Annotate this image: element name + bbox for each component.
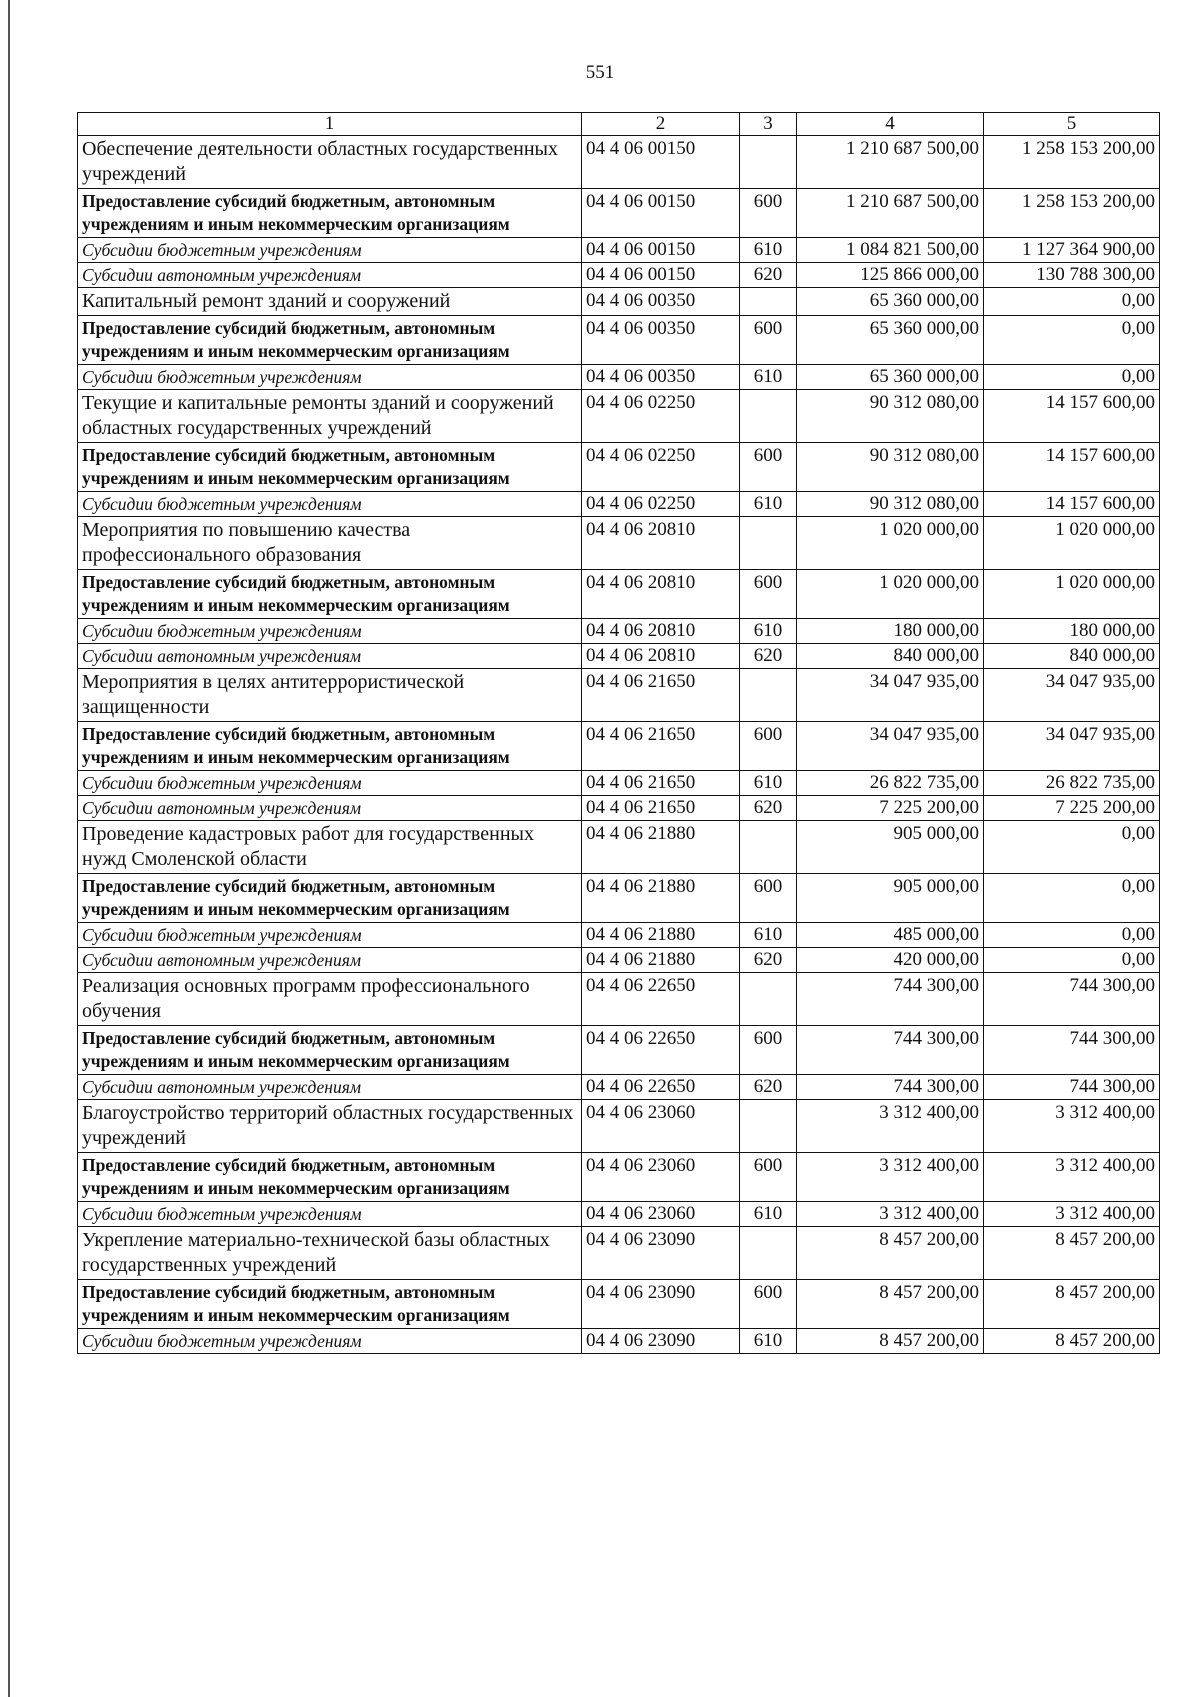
- row-type: 600: [740, 1153, 797, 1202]
- row-type: 610: [740, 238, 797, 263]
- row-code: 04 4 06 21650: [582, 722, 740, 771]
- budget-table: [77, 112, 1160, 1354]
- table-row: [78, 492, 1160, 517]
- row-name: Предоставление субсидий бюджетным, автономным учреждениям и иным некоммерческим организациям: [78, 443, 582, 492]
- row-value-4: 34 047 935,00: [797, 669, 984, 722]
- row-name: Текущие и капитальные ремонты зданий и сооружений областных государственных учреждений: [78, 390, 582, 443]
- row-type: 600: [740, 570, 797, 619]
- row-type: 600: [740, 722, 797, 771]
- row-code: 04 4 06 20810: [582, 517, 740, 570]
- row-name: Субсидии бюджетным учреждениям: [78, 238, 582, 263]
- row-value-5: 1 258 153 200,00: [984, 136, 1160, 189]
- table-row: [78, 570, 1160, 619]
- row-value-4: 744 300,00: [797, 1026, 984, 1075]
- row-code: 04 4 06 21650: [582, 771, 740, 796]
- row-code: 04 4 06 00150: [582, 238, 740, 263]
- table-row: [78, 771, 1160, 796]
- row-code: 04 4 06 20810: [582, 619, 740, 644]
- header-col-4: 4: [797, 113, 984, 136]
- table-row: [78, 443, 1160, 492]
- row-value-4: 1 020 000,00: [797, 570, 984, 619]
- row-value-5: 8 457 200,00: [984, 1329, 1160, 1354]
- table-row: [78, 1280, 1160, 1329]
- row-type: [740, 390, 797, 443]
- row-code: 04 4 06 00150: [582, 189, 740, 238]
- row-value-4: 34 047 935,00: [797, 722, 984, 771]
- header-col-1: 1: [78, 113, 582, 136]
- row-type: [740, 288, 797, 316]
- row-type: 600: [740, 443, 797, 492]
- row-code: 04 4 06 22650: [582, 1075, 740, 1100]
- row-code: 04 4 06 23090: [582, 1227, 740, 1280]
- row-name: Субсидии бюджетным учреждениям: [78, 771, 582, 796]
- row-type: 610: [740, 365, 797, 390]
- table-row: [78, 1227, 1160, 1280]
- row-value-5: 0,00: [984, 874, 1160, 923]
- row-name: Предоставление субсидий бюджетным, автономным учреждениям и иным некоммерческим организациям: [78, 1026, 582, 1075]
- table-row: [78, 136, 1160, 189]
- row-type: 600: [740, 189, 797, 238]
- row-value-4: 180 000,00: [797, 619, 984, 644]
- row-code: 04 4 06 23060: [582, 1100, 740, 1153]
- row-name: Субсидии бюджетным учреждениям: [78, 619, 582, 644]
- row-value-4: 840 000,00: [797, 644, 984, 669]
- row-code: 04 4 06 23060: [582, 1202, 740, 1227]
- row-code: 04 4 06 00350: [582, 288, 740, 316]
- row-name: Субсидии автономным учреждениям: [78, 1075, 582, 1100]
- row-name: Субсидии бюджетным учреждениям: [78, 923, 582, 948]
- row-value-5: 0,00: [984, 288, 1160, 316]
- row-code: 04 4 06 21650: [582, 669, 740, 722]
- table-row: [78, 619, 1160, 644]
- row-type: 620: [740, 948, 797, 973]
- row-value-5: 3 312 400,00: [984, 1153, 1160, 1202]
- table-row: [78, 189, 1160, 238]
- table-row: [78, 390, 1160, 443]
- row-code: 04 4 06 21880: [582, 821, 740, 874]
- row-name: Субсидии автономным учреждениям: [78, 796, 582, 821]
- row-value-4: 65 360 000,00: [797, 316, 984, 365]
- row-name: Мероприятия в целях антитеррористической защищенности: [78, 669, 582, 722]
- row-value-5: 26 822 735,00: [984, 771, 1160, 796]
- row-name: Предоставление субсидий бюджетным, автономным учреждениям и иным некоммерческим организациям: [78, 874, 582, 923]
- row-name: Субсидии бюджетным учреждениям: [78, 1202, 582, 1227]
- table-row: [78, 722, 1160, 771]
- table-row: [78, 874, 1160, 923]
- row-code: 04 4 06 02250: [582, 492, 740, 517]
- table-row: [78, 365, 1160, 390]
- row-code: 04 4 06 20810: [582, 570, 740, 619]
- row-value-4: 3 312 400,00: [797, 1202, 984, 1227]
- row-value-5: 14 157 600,00: [984, 443, 1160, 492]
- row-type: 620: [740, 1075, 797, 1100]
- row-name: Капитальный ремонт зданий и сооружений: [78, 288, 582, 316]
- row-value-4: 65 360 000,00: [797, 288, 984, 316]
- row-value-5: 14 157 600,00: [984, 492, 1160, 517]
- table-row: [78, 1100, 1160, 1153]
- row-value-5: 0,00: [984, 365, 1160, 390]
- row-value-5: 1 127 364 900,00: [984, 238, 1160, 263]
- row-name: Субсидии автономным учреждениям: [78, 644, 582, 669]
- table-row: [78, 1075, 1160, 1100]
- table-row: [78, 263, 1160, 288]
- row-value-4: 3 312 400,00: [797, 1100, 984, 1153]
- row-value-5: 34 047 935,00: [984, 722, 1160, 771]
- row-value-4: 420 000,00: [797, 948, 984, 973]
- row-type: [740, 669, 797, 722]
- row-value-4: 1 020 000,00: [797, 517, 984, 570]
- row-code: 04 4 06 21880: [582, 948, 740, 973]
- row-value-5: 0,00: [984, 923, 1160, 948]
- row-name: Субсидии бюджетным учреждениям: [78, 365, 582, 390]
- table-row: [78, 316, 1160, 365]
- row-name: Благоустройство территорий областных государственных учреждений: [78, 1100, 582, 1153]
- row-value-5: 3 312 400,00: [984, 1202, 1160, 1227]
- table-row: [78, 821, 1160, 874]
- table-row: [78, 288, 1160, 316]
- row-type: [740, 136, 797, 189]
- row-value-5: 1 258 153 200,00: [984, 189, 1160, 238]
- row-value-5: 14 157 600,00: [984, 390, 1160, 443]
- row-code: 04 4 06 02250: [582, 390, 740, 443]
- table-row: [78, 1153, 1160, 1202]
- table-row: [78, 238, 1160, 263]
- row-name: Укрепление материально-технической базы областных государственных учреждений: [78, 1227, 582, 1280]
- table-row: [78, 923, 1160, 948]
- row-value-4: 7 225 200,00: [797, 796, 984, 821]
- header-row: [78, 113, 1160, 136]
- row-code: 04 4 06 23060: [582, 1153, 740, 1202]
- row-value-4: 26 822 735,00: [797, 771, 984, 796]
- row-type: 600: [740, 1026, 797, 1075]
- row-type: [740, 1100, 797, 1153]
- row-name: Мероприятия по повышению качества профессионального образования: [78, 517, 582, 570]
- row-value-4: 8 457 200,00: [797, 1329, 984, 1354]
- row-type: 600: [740, 316, 797, 365]
- row-name: Предоставление субсидий бюджетным, автономным учреждениям и иным некоммерческим организациям: [78, 1280, 582, 1329]
- row-type: 610: [740, 492, 797, 517]
- row-name: Предоставление субсидий бюджетным, автономным учреждениям и иным некоммерческим организациям: [78, 1153, 582, 1202]
- row-name: Предоставление субсидий бюджетным, автономным учреждениям и иным некоммерческим организациям: [78, 189, 582, 238]
- row-name: Предоставление субсидий бюджетным, автономным учреждениям и иным некоммерческим организациям: [78, 722, 582, 771]
- row-type: 610: [740, 619, 797, 644]
- row-value-5: 34 047 935,00: [984, 669, 1160, 722]
- row-code: 04 4 06 00150: [582, 263, 740, 288]
- row-code: 04 4 06 23090: [582, 1329, 740, 1354]
- row-value-4: 1 210 687 500,00: [797, 189, 984, 238]
- page-number: 551: [585, 62, 615, 83]
- row-value-4: 1 084 821 500,00: [797, 238, 984, 263]
- row-code: 04 4 06 21650: [582, 796, 740, 821]
- row-value-4: 8 457 200,00: [797, 1227, 984, 1280]
- row-value-5: 0,00: [984, 316, 1160, 365]
- row-value-4: 90 312 080,00: [797, 443, 984, 492]
- row-type: 610: [740, 1202, 797, 1227]
- row-name: Субсидии бюджетным учреждениям: [78, 492, 582, 517]
- row-code: 04 4 06 21880: [582, 874, 740, 923]
- table-row: [78, 1026, 1160, 1075]
- row-name: Реализация основных программ профессионального обучения: [78, 973, 582, 1026]
- row-type: 610: [740, 1329, 797, 1354]
- row-value-4: 65 360 000,00: [797, 365, 984, 390]
- row-type: 620: [740, 263, 797, 288]
- row-type: 610: [740, 923, 797, 948]
- row-type: [740, 517, 797, 570]
- row-type: [740, 973, 797, 1026]
- row-value-5: 7 225 200,00: [984, 796, 1160, 821]
- row-code: 04 4 06 00150: [582, 136, 740, 189]
- row-type: [740, 1227, 797, 1280]
- row-value-5: 180 000,00: [984, 619, 1160, 644]
- row-code: 04 4 06 21880: [582, 923, 740, 948]
- row-name: Предоставление субсидий бюджетным, автономным учреждениям и иным некоммерческим организациям: [78, 570, 582, 619]
- row-type: 610: [740, 771, 797, 796]
- row-value-4: 485 000,00: [797, 923, 984, 948]
- row-value-4: 905 000,00: [797, 821, 984, 874]
- row-value-5: 130 788 300,00: [984, 263, 1160, 288]
- row-value-4: 744 300,00: [797, 973, 984, 1026]
- table-row: [78, 517, 1160, 570]
- row-type: 620: [740, 644, 797, 669]
- row-value-5: 8 457 200,00: [984, 1280, 1160, 1329]
- row-value-5: 840 000,00: [984, 644, 1160, 669]
- row-name: Субсидии автономным учреждениям: [78, 263, 582, 288]
- row-name: Обеспечение деятельности областных государственных учреждений: [78, 136, 582, 189]
- table-row: [78, 669, 1160, 722]
- row-value-4: 8 457 200,00: [797, 1280, 984, 1329]
- row-value-4: 90 312 080,00: [797, 492, 984, 517]
- row-value-5: 8 457 200,00: [984, 1227, 1160, 1280]
- row-value-5: 1 020 000,00: [984, 570, 1160, 619]
- row-value-4: 125 866 000,00: [797, 263, 984, 288]
- row-value-5: 744 300,00: [984, 973, 1160, 1026]
- table-row: [78, 973, 1160, 1026]
- row-name: Предоставление субсидий бюджетным, автономным учреждениям и иным некоммерческим организациям: [78, 316, 582, 365]
- row-value-4: 1 210 687 500,00: [797, 136, 984, 189]
- table-row: [78, 1202, 1160, 1227]
- header-col-5: 5: [984, 113, 1160, 136]
- row-value-5: 1 020 000,00: [984, 517, 1160, 570]
- row-code: 04 4 06 22650: [582, 973, 740, 1026]
- row-value-4: 3 312 400,00: [797, 1153, 984, 1202]
- table-row: [78, 644, 1160, 669]
- header-col-3: 3: [740, 113, 797, 136]
- row-code: 04 4 06 20810: [582, 644, 740, 669]
- row-type: [740, 821, 797, 874]
- row-value-5: 744 300,00: [984, 1075, 1160, 1100]
- row-code: 04 4 06 00350: [582, 316, 740, 365]
- row-value-4: 90 312 080,00: [797, 390, 984, 443]
- row-value-4: 905 000,00: [797, 874, 984, 923]
- row-type: 620: [740, 796, 797, 821]
- header-col-2: 2: [582, 113, 740, 136]
- row-name: Проведение кадастровых работ для государственных нужд Смоленской области: [78, 821, 582, 874]
- table-row: [78, 948, 1160, 973]
- page-left-edge: [8, 0, 10, 1697]
- row-code: 04 4 06 23090: [582, 1280, 740, 1329]
- row-type: 600: [740, 874, 797, 923]
- table-body: [78, 136, 1160, 1354]
- table-row: [78, 1329, 1160, 1354]
- table-row: [78, 796, 1160, 821]
- row-code: 04 4 06 00350: [582, 365, 740, 390]
- row-value-5: 3 312 400,00: [984, 1100, 1160, 1153]
- row-value-4: 744 300,00: [797, 1075, 984, 1100]
- row-code: 04 4 06 02250: [582, 443, 740, 492]
- row-value-5: 0,00: [984, 948, 1160, 973]
- row-value-5: 744 300,00: [984, 1026, 1160, 1075]
- row-type: 600: [740, 1280, 797, 1329]
- row-name: Субсидии автономным учреждениям: [78, 948, 582, 973]
- row-code: 04 4 06 22650: [582, 1026, 740, 1075]
- row-name: Субсидии бюджетным учреждениям: [78, 1329, 582, 1354]
- row-value-5: 0,00: [984, 821, 1160, 874]
